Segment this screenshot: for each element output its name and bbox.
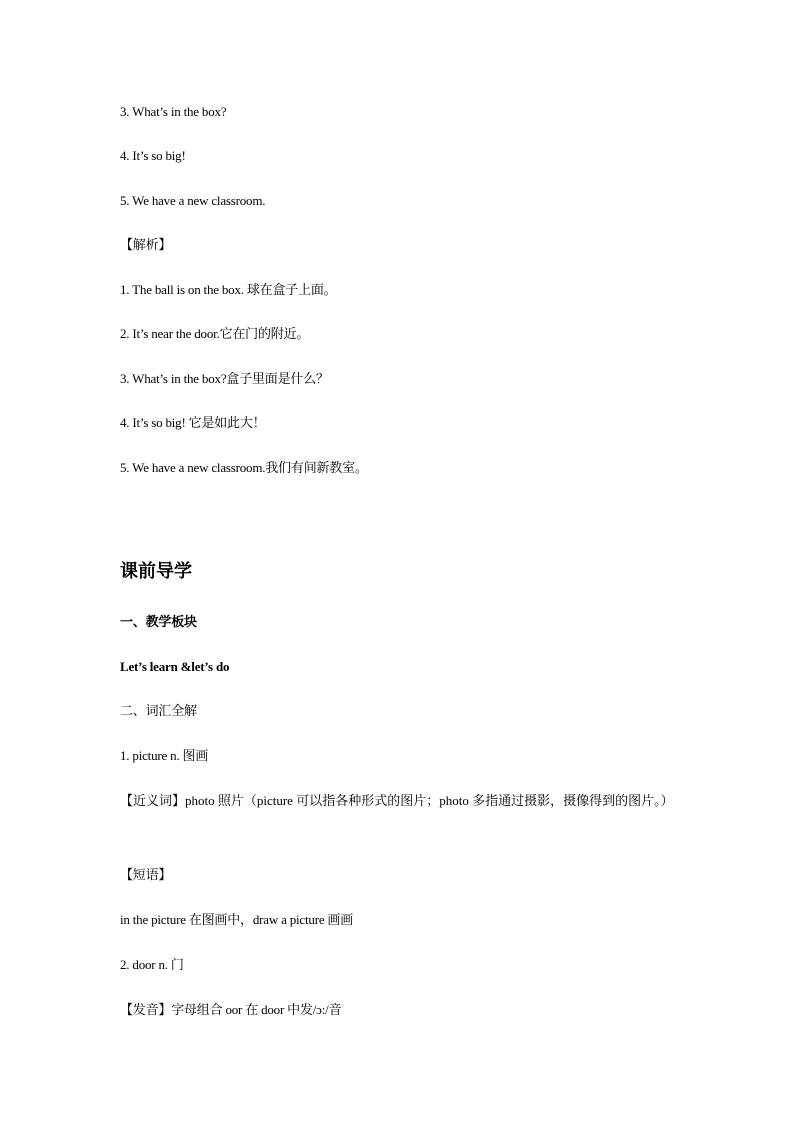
translation-answer-5: 5. We have a new classroom.	[120, 193, 266, 208]
pronunciation-note: 【发音】字母组合 oor 在 door 中发/ɔ:/音	[120, 1002, 342, 1017]
analysis-line-1: 1. The ball is on the box. 球在盒子上面。	[120, 282, 337, 297]
phrase-examples: in the picture 在图画中，draw a picture 画画	[120, 912, 354, 927]
lesson-name: Let’s learn &let’s do	[120, 659, 230, 674]
translation-answer-3: 3. What’s in the box?	[120, 104, 227, 119]
translation-answer-4: 4. It’s so big!	[120, 148, 186, 163]
analysis-label: 【解析】	[120, 237, 172, 252]
analysis-line-5: 5. We have a new classroom.我们有间新教室。	[120, 460, 368, 475]
phrase-label: 【短语】	[120, 867, 172, 882]
analysis-line-3: 3. What’s in the box?盒子里面是什么？	[120, 371, 329, 386]
part-one-heading: 一、教学板块	[120, 614, 197, 629]
section-title: 课前导学	[120, 561, 192, 582]
vocab-synonym-note: 【近义词】photo 照片（picture 可以指各种形式的图片；photo 多指通过摄影，摄像得到的图片。）	[120, 793, 674, 808]
vocab-word-door: 2. door n. 门	[120, 957, 184, 972]
vocab-word-picture: 1. picture n. 图画	[120, 748, 209, 763]
part-two-heading: 二、词汇全解	[120, 703, 197, 718]
analysis-line-2: 2. It’s near the door.它在门的附近。	[120, 326, 310, 341]
analysis-line-4: 4. It’s so big! 它是如此大！	[120, 415, 266, 430]
